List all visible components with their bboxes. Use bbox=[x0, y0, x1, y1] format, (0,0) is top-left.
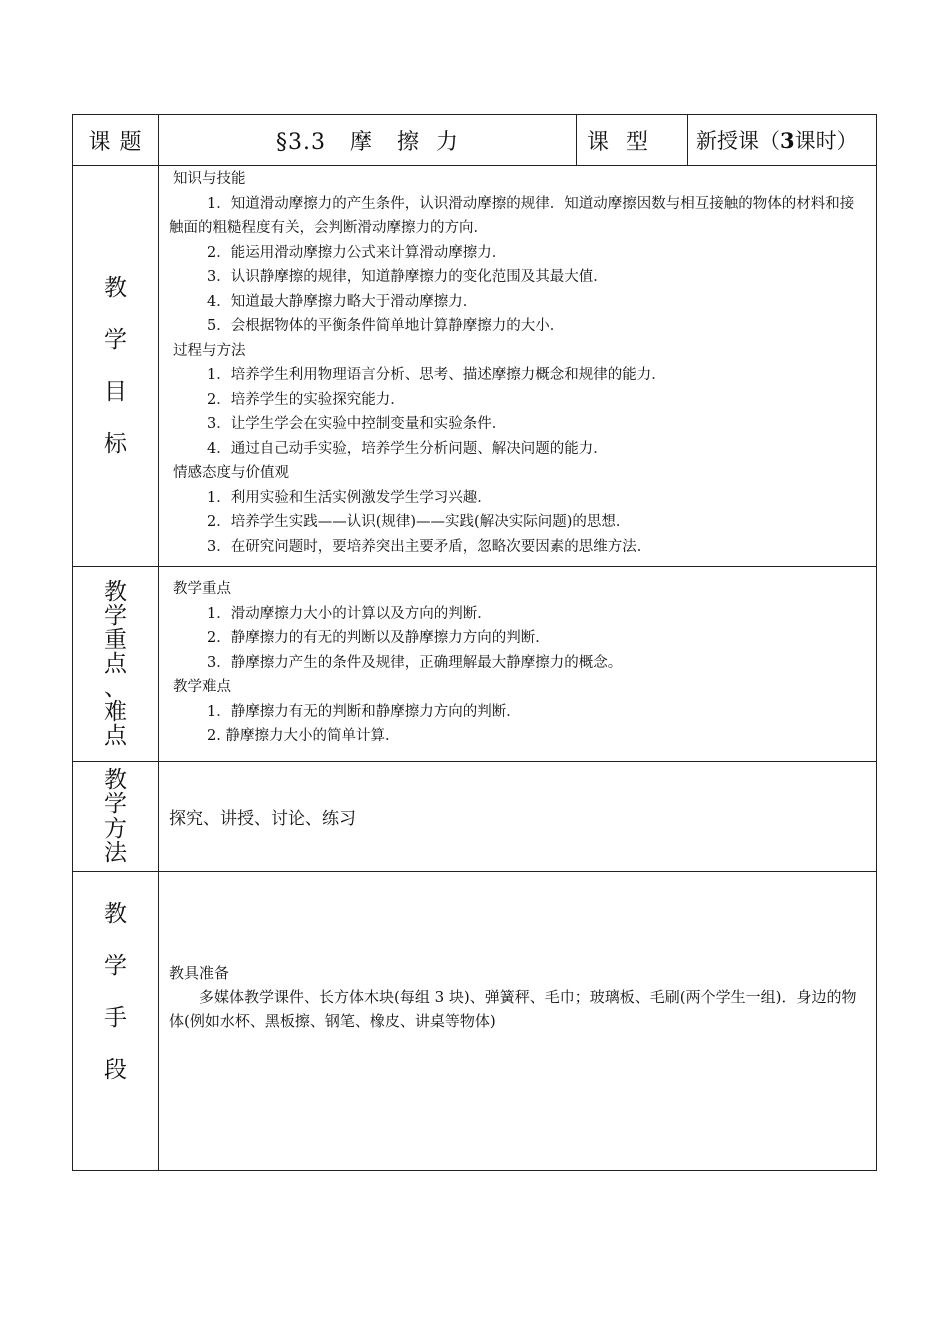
section-title: 过程与方法 bbox=[173, 342, 246, 359]
section-title: 教学难点 bbox=[173, 679, 231, 695]
keypoints-label: 教 学 重 点 、 难 点 bbox=[104, 578, 127, 750]
objectives-label: 教 学 目 标 bbox=[104, 274, 127, 458]
list-item: 2. 静摩擦力大小的简单计算． bbox=[207, 728, 400, 744]
lesson-type-value: 新授课（ 3 课时） bbox=[696, 127, 858, 153]
list-item: 3．在研究问题时，要培养突出主要矛盾，忽略次要因素的思维方法． bbox=[207, 538, 652, 555]
list-item: 3．静摩擦力产生的条件及规律，正确理解最大静摩擦力的概念。 bbox=[207, 654, 623, 671]
list-item: 5．会根据物体的平衡条件简单地计算静摩擦力的大小． bbox=[207, 318, 565, 334]
list-item: 4．知道最大静摩擦力略大于滑动摩擦力． bbox=[207, 293, 478, 310]
list-item: 1．滑动摩擦力大小的计算以及方向的判断． bbox=[207, 605, 492, 622]
means-label: 教 学 手 段 bbox=[104, 900, 127, 1084]
methods-label: 教 学 方 法 bbox=[104, 767, 127, 866]
list-item: 1．静摩擦力有无的判断和静摩擦力方向的判断． bbox=[207, 703, 521, 720]
list-item: 2．培养学生的实验探究能力． bbox=[207, 391, 405, 408]
table-border-right bbox=[876, 114, 877, 1171]
list-item: 1．利用实验和生活实例激发学生学习兴趣． bbox=[207, 489, 492, 506]
list-item: 4．通过自己动手实验，培养学生分析问题、解决问题的能力． bbox=[207, 440, 608, 457]
objectives-content bbox=[159, 166, 876, 566]
list-item: 2．静摩擦力的有无的判断以及静摩擦力方向的判断． bbox=[207, 630, 550, 646]
means-content bbox=[159, 872, 876, 1170]
section-title: 教学重点 bbox=[173, 581, 231, 597]
list-item: 3．认识静摩擦的规律，知道静摩擦力的变化范围及其最大值． bbox=[207, 269, 608, 285]
list-item: 1．知道滑动摩擦力的产生条件，认识滑动摩擦的规律．知道动摩擦因数与相互接触的物体的材料和接触面的粗糙程度有关，会判断滑动摩擦力的方向． bbox=[169, 195, 855, 236]
list-item: 2．能运用滑动摩擦力公式来计算滑动摩擦力． bbox=[207, 244, 507, 261]
topic-label: 课 题 bbox=[88, 129, 143, 155]
section-title: 知识与技能 bbox=[173, 171, 246, 187]
list-item: 2．培养学生实践——认识(规律)——实践(解决实际问题)的思想． bbox=[207, 514, 631, 530]
lesson-type-label: 课 型 bbox=[587, 129, 649, 155]
keypoints-content bbox=[159, 567, 876, 761]
equipment-text: 多媒体教学课件、长方体木块(每组 3 块)、弹簧秤、毛巾；玻璃板、毛刷(两个学生一组)．身边的物体(例如水杯、黑板擦、钢笔、橡皮、讲桌等物体) bbox=[169, 988, 857, 1030]
list-item: 3．让学生学会在实验中控制变量和实验条件． bbox=[207, 416, 507, 432]
section-title: 教具准备 bbox=[169, 964, 230, 982]
section-title: 情感态度与价值观 bbox=[173, 465, 289, 481]
list-item: 1．培养学生利用物理语言分析、思考、描述摩擦力概念和规律的能力． bbox=[207, 367, 666, 383]
methods-content: 探究、讲授、讨论、练习 bbox=[169, 809, 356, 829]
lesson-plan-table bbox=[72, 114, 877, 1171]
table-border-bottom bbox=[72, 1170, 877, 1171]
lesson-title: §3.3 摩 擦 力 bbox=[276, 129, 459, 155]
